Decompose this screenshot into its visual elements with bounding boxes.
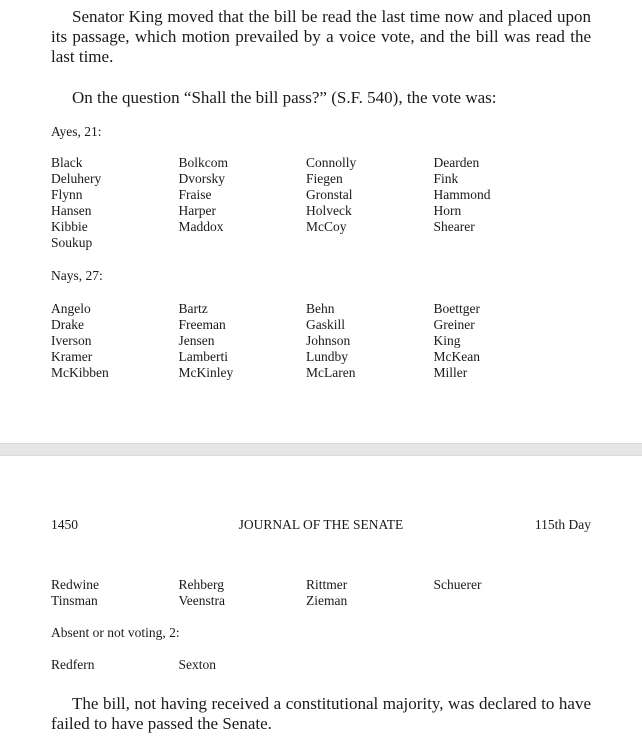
senator-name: Tinsman (51, 593, 98, 608)
senator-name: Fink (433, 171, 459, 186)
senator-name: Kramer (51, 349, 93, 364)
senator-name: Zieman (306, 593, 348, 608)
name-row (51, 301, 611, 317)
senator-name: Drake (51, 317, 84, 332)
senator-name (306, 235, 434, 251)
senator-name: Greiner (433, 317, 475, 332)
motion-paragraph: Senator King moved that the bill be read the last time now and placed upon its passage, which motion prevailed by a voice vote, and the bill was read the last time. (51, 7, 591, 66)
senator-name: Connolly (306, 155, 357, 170)
senator-name: Jensen (178, 333, 215, 348)
senator-name: McLaren (306, 365, 356, 380)
senator-name: Miller (433, 365, 468, 380)
senator-name: Black (51, 155, 83, 170)
senator-name: Bolkcom (178, 155, 228, 170)
senator-name: McKean (433, 349, 480, 364)
senator-name: Schuerer (433, 577, 482, 592)
senator-name: Freeman (178, 317, 226, 332)
senator-name: Bartz (178, 301, 208, 316)
senator-name: King (433, 333, 461, 348)
senator-name: Lundby (306, 349, 348, 364)
absent-label: Absent or not voting, 2: (51, 625, 180, 640)
senator-name: Dearden (433, 155, 480, 170)
senator-name: Rehberg (178, 577, 224, 592)
senator-name: Rittmer (306, 577, 348, 592)
journal-title: JOURNAL OF THE SENATE (238, 517, 404, 532)
page-separator (0, 443, 642, 456)
senator-name (179, 235, 307, 251)
senator-name (434, 657, 562, 673)
senator-name: Hansen (51, 203, 92, 218)
senator-name: Fiegen (306, 171, 343, 186)
senator-name: Behn (306, 301, 335, 316)
senator-name: Harper (178, 203, 216, 218)
name-row (51, 219, 611, 235)
senator-name: Redfern (51, 657, 95, 672)
ayes-label: Ayes, 21: (51, 124, 102, 139)
running-header (51, 517, 591, 533)
name-row (51, 333, 611, 349)
senator-name (306, 657, 434, 673)
name-row (51, 187, 611, 203)
senator-name: McKibben (51, 365, 109, 380)
senator-name: Dvorsky (178, 171, 225, 186)
session-day: 115th Day (534, 517, 591, 532)
senator-name: McKinley (178, 365, 234, 380)
nays-list (51, 301, 611, 381)
nays-continued-list (51, 577, 611, 609)
name-row (51, 203, 611, 219)
name-row (51, 155, 611, 171)
name-row (51, 365, 611, 381)
senator-name: Kibbie (51, 219, 88, 234)
senator-name: Johnson (306, 333, 351, 348)
senator-name: Deluhery (51, 171, 102, 186)
senator-name: Maddox (178, 219, 224, 234)
absent-list (51, 657, 611, 673)
senator-name: Gaskill (306, 317, 345, 332)
name-row (51, 171, 611, 187)
senator-name: Fraise (178, 187, 212, 202)
name-row (51, 317, 611, 333)
name-row (51, 235, 611, 251)
senator-name: Gronstal (306, 187, 353, 202)
name-row (51, 577, 611, 593)
senator-name: Boettger (433, 301, 480, 316)
name-row (51, 657, 611, 673)
senator-name: Flynn (51, 187, 83, 202)
name-row (51, 593, 611, 609)
senator-name: Angelo (51, 301, 91, 316)
senator-name (434, 235, 562, 251)
senator-name: Sexton (178, 657, 217, 672)
senator-name: Veenstra (178, 593, 225, 608)
senator-name (434, 593, 562, 609)
nays-label: Nays, 27: (51, 268, 103, 283)
senator-name: Shearer (433, 219, 475, 234)
senator-name: Holveck (306, 203, 352, 218)
senator-name: Hammond (433, 187, 491, 202)
senator-name: Lamberti (178, 349, 228, 364)
page-number: 1450 (51, 517, 78, 532)
senator-name: Redwine (51, 577, 99, 592)
closing-paragraph: The bill, not having received a constitutional majority, was declared to have failed to have passed the Senate. (51, 694, 591, 733)
ayes-list (51, 155, 611, 251)
senator-name: McCoy (306, 219, 347, 234)
vote-question-paragraph: On the question “Shall the bill pass?” (S.F. 540), the vote was: (72, 88, 497, 107)
senator-name: Soukup (51, 235, 93, 250)
name-row (51, 349, 611, 365)
senator-name: Horn (433, 203, 462, 218)
senator-name: Iverson (51, 333, 92, 348)
